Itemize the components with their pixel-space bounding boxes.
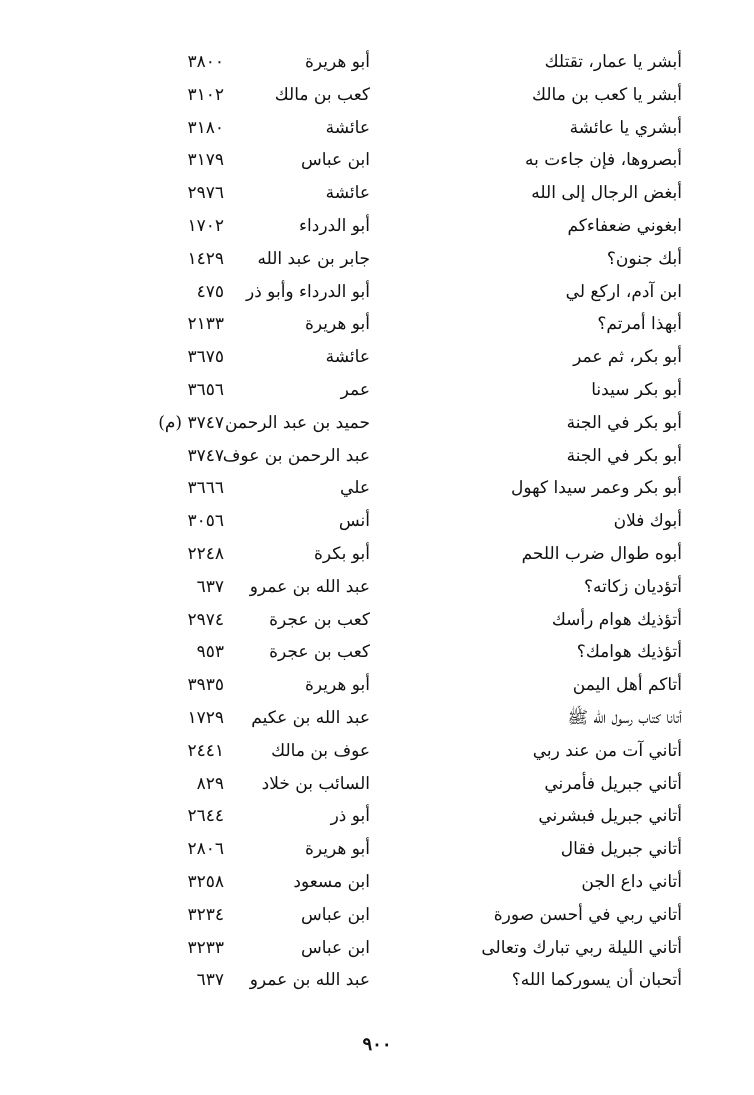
hadith-text: أتؤذيك هوام رأسك xyxy=(551,609,682,630)
hadith-number: ٣٦٦٦ xyxy=(187,478,224,499)
narrator-name: أبو هريرة xyxy=(304,314,370,335)
narrator-name: ابن عباس xyxy=(300,904,370,925)
hadith-number: ٣٧٤٧ xyxy=(187,445,224,466)
index-row xyxy=(0,932,754,965)
index-row xyxy=(0,144,754,177)
index-row xyxy=(0,702,754,735)
hadith-text: ابغوني ضعفاءكم xyxy=(567,215,682,236)
hadith-number: ٣١٧٩ xyxy=(187,150,224,171)
page-number: ٩٠٠ xyxy=(362,1034,392,1055)
hadith-number: ٢١٣٣ xyxy=(187,314,224,335)
index-row xyxy=(0,505,754,538)
hadith-number: ٣٦٥٦ xyxy=(187,379,224,400)
hadith-text: أتاني آت من عند ربي xyxy=(532,740,682,761)
hadith-number: ٢٤٤١ xyxy=(187,740,224,761)
hadith-number: ٢٩٧٤ xyxy=(187,609,224,630)
index-row xyxy=(0,636,754,669)
index-row xyxy=(0,735,754,768)
narrator-name: جابر بن عبد الله xyxy=(257,248,370,269)
hadith-number: ٣١٨٠ xyxy=(187,117,224,138)
hadith-text: أتاني الليلة ربي تبارك وتعالى xyxy=(481,937,682,958)
index-row xyxy=(0,833,754,866)
hadith-text: أتاني داع الجن xyxy=(581,871,682,892)
narrator-name: ابن عباس xyxy=(300,937,370,958)
index-row xyxy=(0,210,754,243)
narrator-name: أبو ذر xyxy=(330,806,370,827)
hadith-text: أتاكم أهل اليمن xyxy=(572,675,682,696)
hadith-text: أبهذا أمرتم؟ xyxy=(597,314,682,335)
hadith-number: ٨٢٩ xyxy=(196,773,224,794)
index-row xyxy=(0,243,754,276)
hadith-number: ٢٦٤٤ xyxy=(187,806,224,827)
hadith-text: أبك جنون؟ xyxy=(606,248,682,269)
hadith-text: أبو بكر وعمر سيدا كهول xyxy=(511,478,682,499)
hadith-text: أبشر يا كعب بن مالك xyxy=(532,84,682,105)
hadith-number: ٣٦٧٥ xyxy=(187,347,224,368)
index-row xyxy=(0,472,754,505)
index-row xyxy=(0,407,754,440)
hadith-number: ١٧٢٩ xyxy=(187,707,224,728)
hadith-number: ٣١٠٢ xyxy=(187,84,224,105)
hadith-number: ٣٧٤٧ (م) xyxy=(158,412,224,433)
narrator-name: أبو هريرة xyxy=(304,52,370,72)
narrator-name: عمر xyxy=(340,379,370,400)
hadith-text: أتاني جبريل فبشرني xyxy=(538,806,682,827)
hadith-text: أبو بكر سيدنا xyxy=(591,379,682,400)
narrator-name: حميد بن عبد الرحمن xyxy=(224,412,370,433)
hadith-number: ١٧٠٢ xyxy=(187,215,224,236)
hadith-number: ٦٣٧ xyxy=(196,970,224,991)
hadith-text: أتؤذيك هوامك؟ xyxy=(576,642,682,663)
hadith-number: ٢٨٠٦ xyxy=(187,839,224,860)
hadith-index-table xyxy=(0,46,754,997)
hadith-text: أتؤديان زكاته؟ xyxy=(584,576,682,597)
narrator-name: أبو هريرة xyxy=(304,675,370,696)
narrator-name: عبد الله بن عمرو xyxy=(249,970,370,991)
hadith-number: ٣٨٠٠ xyxy=(187,52,224,72)
hadith-number: ٣٢٥٨ xyxy=(187,871,224,892)
index-row xyxy=(0,538,754,571)
hadith-text: أبوك فلان xyxy=(613,511,682,532)
narrator-name: ابن مسعود xyxy=(293,871,370,892)
narrator-name: عائشة xyxy=(325,117,370,138)
index-row xyxy=(0,79,754,112)
index-row xyxy=(0,308,754,341)
hadith-text: ابن آدم، اركع لي xyxy=(565,281,682,302)
index-row xyxy=(0,571,754,604)
index-row xyxy=(0,46,754,79)
hadith-number: ٣٢٣٤ xyxy=(187,904,224,925)
hadith-text: أتاني جبريل فقال xyxy=(560,839,682,860)
index-row xyxy=(0,768,754,801)
hadith-text: أتاني جبريل فأمرني xyxy=(544,773,682,794)
index-row xyxy=(0,177,754,210)
index-row xyxy=(0,964,754,997)
hadith-number: ٩٥٣ xyxy=(196,642,224,663)
hadith-text: أبو بكر، ثم عمر xyxy=(573,347,682,368)
narrator-name: أبو هريرة xyxy=(304,839,370,860)
hadith-number: ٢٢٤٨ xyxy=(187,543,224,564)
index-row xyxy=(0,604,754,637)
narrator-name: كعب بن عجرة xyxy=(269,609,370,630)
hadith-number: ٦٣٧ xyxy=(196,576,224,597)
hadith-text: أتاني ربي في أحسن صورة xyxy=(493,904,682,925)
hadith-text: أبوه طوال ضرب اللحم xyxy=(521,543,682,564)
narrator-name: عائشة xyxy=(325,183,370,204)
hadith-text: أبشري يا عائشة xyxy=(569,117,682,138)
hadith-number: ٣٢٣٣ xyxy=(187,937,224,958)
index-row xyxy=(0,276,754,309)
index-row xyxy=(0,341,754,374)
narrator-name: عبد الله بن عكيم xyxy=(251,707,370,728)
hadith-number: ٤٧٥ xyxy=(196,281,224,302)
narrator-name: عبد الله بن عمرو xyxy=(249,576,370,597)
narrator-name: السائب بن خلاد xyxy=(261,773,370,794)
narrator-name: أبو بكرة xyxy=(313,543,370,564)
hadith-text: أتانا كتاب رسول الله ﷺ xyxy=(567,707,682,728)
index-row xyxy=(0,112,754,145)
hadith-number: ١٤٢٩ xyxy=(187,248,224,269)
narrator-name: كعب بن عجرة xyxy=(269,642,370,663)
hadith-text: أبو بكر في الجنة xyxy=(566,445,682,466)
hadith-number: ٣٠٥٦ xyxy=(187,511,224,532)
narrator-name: علي xyxy=(340,478,370,499)
index-row xyxy=(0,669,754,702)
narrator-name: أبو الدرداء وأبو ذر xyxy=(246,281,370,302)
hadith-text: أبغض الرجال إلى الله xyxy=(531,183,682,204)
index-row xyxy=(0,440,754,473)
hadith-text: أتحبان أن يسوركما الله؟ xyxy=(511,970,682,991)
index-row xyxy=(0,866,754,899)
hadith-text: أبصروها، فإن جاءت به xyxy=(525,150,682,171)
narrator-name: عبد الرحمن بن عوف xyxy=(222,445,370,466)
narrator-name: أنس xyxy=(338,511,370,532)
index-row xyxy=(0,374,754,407)
index-row xyxy=(0,899,754,932)
hadith-number: ٢٩٧٦ xyxy=(187,183,224,204)
hadith-text: أبشر يا عمار، تقتلك xyxy=(544,52,682,72)
narrator-name: عوف بن مالك xyxy=(271,740,370,761)
narrator-name: ابن عباس xyxy=(300,150,370,171)
narrator-name: عائشة xyxy=(325,347,370,368)
hadith-number: ٣٩٣٥ xyxy=(187,675,224,696)
narrator-name: كعب بن مالك xyxy=(274,84,370,105)
hadith-text: أبو بكر في الجنة xyxy=(566,412,682,433)
index-row xyxy=(0,800,754,833)
narrator-name: أبو الدرداء xyxy=(299,215,370,236)
